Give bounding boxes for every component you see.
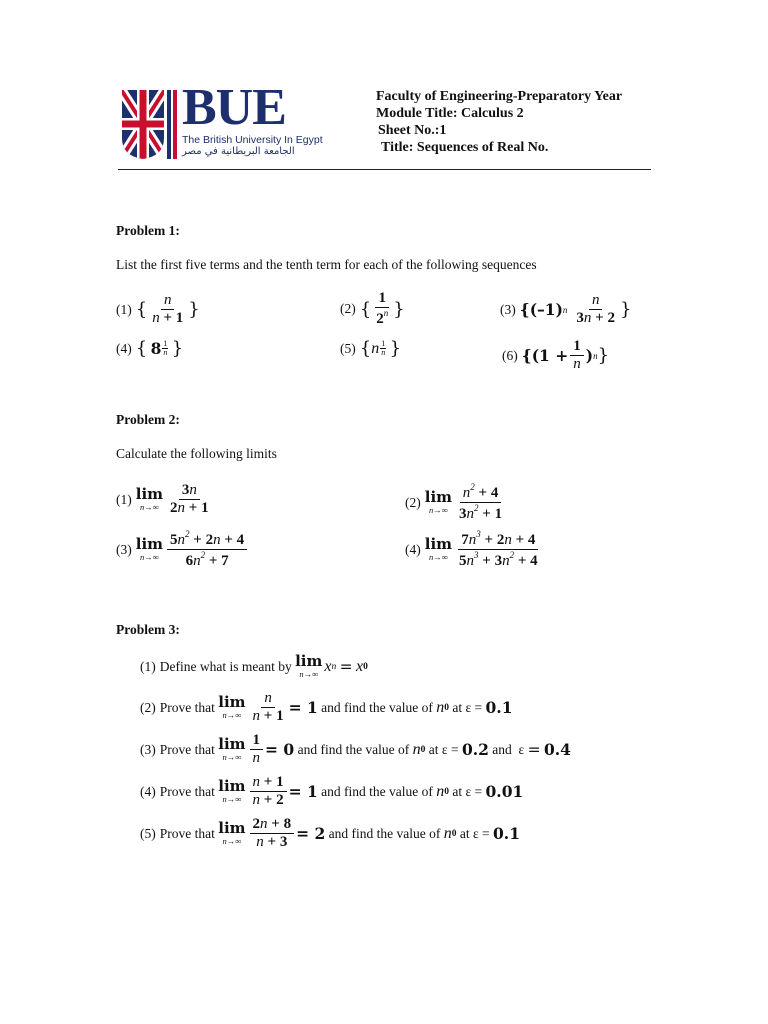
logo-arabic-name: الجامعة البريطانية في مصر <box>182 146 295 157</box>
bue-logo <box>120 79 323 160</box>
p3-item-1: (1) Define what is meant by lim n→∞ x n = x 0 <box>140 652 368 679</box>
p2-limit-3: (3) lim n→∞ $\frac{5n^2 + 2n + 4}{6n^2 + 7}$ <box>116 529 249 571</box>
logo-english-name: The British University In Egypt <box>182 134 323 146</box>
problem2-heading: Problem 2: <box>116 412 180 427</box>
p2-limit-2: (2) lim n→∞ $\frac{n^2 + 4}{3n^2 + 1}$ <box>405 482 503 523</box>
p1-seq-3: (3) {(–1) n $\frac{n}{3n + 2}$ } <box>500 292 632 327</box>
p2-limit-1: (1) lim n→∞ $\frac{3n}{2n + 1}$ <box>116 482 209 517</box>
faculty-line: Faculty of Engineering-Preparatory Year <box>376 89 623 104</box>
p1-seq-5: (5) { n 1 n } <box>340 338 402 359</box>
logo-wordmark: BUE <box>182 79 286 136</box>
module-title: Module Title: Calculus 2 <box>376 106 524 121</box>
p3-item-3: (3) Prove that lim n→∞ $\frac{1}{n}$ = 0 and find the value of n 0 at ε = 0.2 and ε = 0.4 <box>140 732 571 767</box>
p1-seq-6: (6) {(1 + $\frac{1}{n}$ ) n } <box>502 338 610 373</box>
sheet-number: Sheet No.:1 <box>378 123 447 138</box>
p1-seq-1: (1) { $\frac{n}{n + 1}$ } <box>116 292 200 327</box>
p1-seq-4: (4) { 8 1 n } <box>116 338 184 359</box>
problem1-instruction: List the first five terms and the tenth term for each of the following sequences <box>116 257 537 272</box>
union-jack-shield-icon <box>120 88 180 160</box>
problem3-heading: Problem 3: <box>116 622 180 637</box>
p3-item-4: (4) Prove that lim n→∞ $\frac{n + 1}{n + 2}$ = 1 and find the value of n 0 at ε = 0.01 <box>140 774 524 809</box>
p3-item-5: (5) Prove that lim n→∞ $\frac{2n + 8}{n + 3}$ = 2 and find the value of n 0 at ε = 0.1 <box>140 816 520 851</box>
sheet-title: Title: Sequences of Real No. <box>381 140 549 155</box>
p3-item-2: (2) Prove that lim n→∞ $\frac{n}{n + 1}$ = 1 and find the value of n 0 at ε = 0.1 <box>140 690 513 725</box>
header-divider <box>118 169 651 170</box>
p2-limit-4: (4) lim n→∞ $\frac{7n^3 + 2n + 4}{5n^3 + 3n^2 + 4}$ <box>405 529 538 570</box>
problem1-heading: Problem 1: <box>116 223 180 238</box>
problem2-instruction: Calculate the following limits <box>116 446 277 461</box>
p1-seq-2: (2) { $\frac{1}{2^n}$ } <box>340 290 405 328</box>
